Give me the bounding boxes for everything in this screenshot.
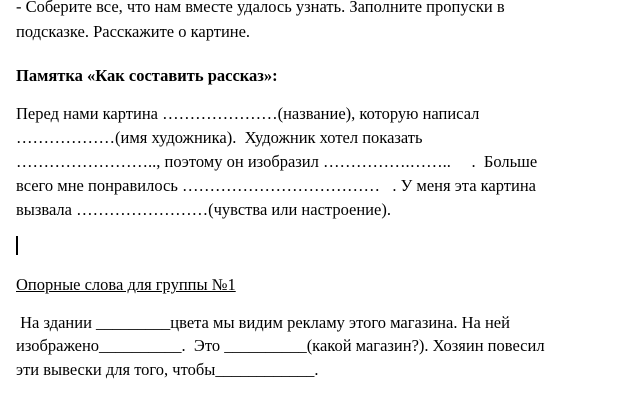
group-line-2: изображено__________. Это __________(какой магазин?). Хозяин повесил xyxy=(16,336,545,355)
memo-line-5: вызвала ……………………(чувства или настроение). xyxy=(16,200,391,219)
group-line-1: На здании _________цвета мы видим рекламу этого магазина. На ней xyxy=(16,313,510,332)
memo-title: Памятка «Как составить рассказ»: xyxy=(16,66,278,85)
memo-line-3: …………………….., поэтому он изобразил …………….…….. . Больше xyxy=(16,152,538,171)
memo-line-4: всего мне понравилось ……………………………… . У меня эта картина xyxy=(16,176,536,195)
text-cursor[interactable] xyxy=(16,236,18,255)
intro-line-2: подсказке. Расскажите о картине. xyxy=(16,22,251,41)
group-title: Опорные слова для группы №1 xyxy=(16,275,236,294)
memo-line-1: Перед нами картина …………………(название), которую написал xyxy=(16,104,480,123)
memo-line-2: ………………(имя художника). Художник хотел показать xyxy=(16,128,423,147)
intro-line-1: - Соберите все, что нам вместе удалось узнать. Заполните пропуски в xyxy=(16,0,505,16)
group-line-3: эти вывески для того, чтобы____________. xyxy=(16,360,319,379)
